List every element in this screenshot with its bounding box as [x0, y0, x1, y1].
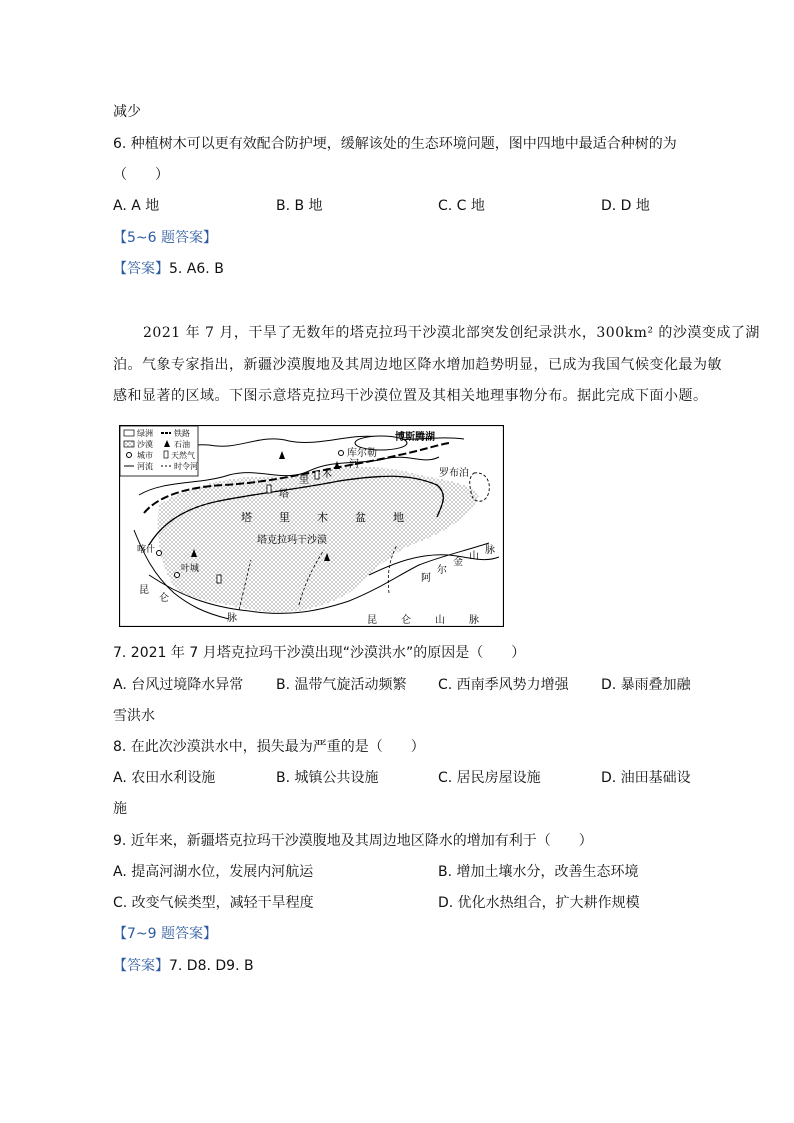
label-altun-3: 金	[453, 557, 463, 568]
label-basin-1: 塔	[241, 511, 252, 524]
label-lop-nur: 罗布泊	[439, 468, 469, 479]
map-legend	[120, 426, 198, 476]
q8-option-d-wrap: 施	[113, 801, 127, 817]
label-yecheng: 叶城	[181, 564, 200, 574]
legend-city: 城市	[137, 451, 153, 460]
legend-oasis: 绿洲	[137, 429, 153, 438]
q8-option-c: C. 居民房屋设施	[438, 770, 541, 786]
passage-line-1: 2021 年 7 月，干旱了无数年的塔克拉玛干沙漠北部突发创纪录洪水，300km² 的沙漠变成了湖	[143, 325, 760, 341]
answer-group-5-6-tag: 【5~6 题答案】	[113, 230, 217, 246]
label-basin-4: 盆	[355, 511, 366, 524]
label-altun-5: 脉	[485, 545, 495, 556]
q9-option-a: A. 提高河湖水位，发展内河航运	[113, 864, 314, 880]
answer-text: 7. D8. D9. B	[169, 958, 254, 974]
gas-marker-1	[267, 485, 271, 493]
q7-option-d-wrap: 雪洪水	[113, 708, 155, 724]
legend-railway: 铁路	[174, 429, 190, 438]
q7-option-c: C. 西南季风势力增强	[438, 677, 569, 693]
q9-option-d: D. 优化水热组合，扩大耕作规模	[438, 895, 640, 911]
label-kunlun-left-2: 仑	[159, 593, 169, 604]
q6-option-b: B. B 地	[276, 198, 323, 214]
label-taklimakan-desert: 塔克拉玛干沙漠	[257, 535, 327, 546]
label-tarim-river-2: 里	[299, 475, 309, 486]
q6-option-d: D. D 地	[601, 198, 650, 214]
legend-oil: 石油	[174, 440, 190, 449]
q8-option-b: B. 城镇公共设施	[276, 770, 379, 786]
label-bosten-lake: 博斯腾湖	[395, 432, 435, 443]
q8-stem: 8. 在此次沙漠洪水中，损失最为严重的是（ ）	[113, 739, 425, 755]
q7-option-d: D. 暴雨叠加融	[601, 677, 691, 693]
q7-stem: 7. 2021 年 7 月塔克拉玛干沙漠出现“沙漠洪水”的原因是（ ）	[113, 645, 526, 661]
gas-marker-3	[217, 575, 221, 583]
label-korla: 库尔勒	[347, 448, 377, 459]
legend-gas: 天然气	[171, 451, 195, 460]
q9-option-c: C. 改变气候类型，减轻干旱程度	[113, 895, 314, 911]
answer-tag: 【答案】	[113, 958, 169, 974]
q6-option-c: C. C 地	[438, 198, 485, 214]
label-altun-2: 尔	[437, 565, 447, 576]
answer-7-9	[113, 956, 254, 976]
q6-stem: 6. 种植树木可以更有效配合防护埂，缓解该处的生态环境问题，图中四地中最适合种树的为	[113, 136, 677, 152]
answer-text: 5. A6. B	[169, 261, 224, 277]
q9-stem: 9. 近年来，新疆塔克拉玛干沙漠腹地及其周边地区降水的增加有利于（ ）	[113, 833, 593, 849]
answer-5-6	[113, 259, 224, 279]
label-basin-3: 木	[317, 511, 328, 524]
label-tarim-river-4: 河	[349, 459, 359, 470]
label-basin-2: 里	[279, 511, 290, 524]
legend-seasonal-river: 时令河	[174, 462, 198, 471]
q7-option-b: B. 温带气旋活动频繁	[276, 677, 407, 693]
label-kunlun-bottom-3: 仑	[401, 615, 411, 626]
label-kunlun-left-1: 昆	[139, 585, 149, 596]
q8-option-a: A. 农田水利设施	[113, 770, 216, 786]
q8-option-d: D. 油田基础设	[601, 770, 691, 786]
city-korla	[339, 451, 344, 456]
taklimakan-map	[119, 425, 504, 627]
q7-option-a: A. 台风过境降水异常	[113, 677, 244, 693]
city-kashi	[157, 551, 162, 556]
passage-line-2: 泊。气象专家指出，新疆沙漠腹地及其周边地区降水增加趋势明显，已成为我国气候变化最为敏	[113, 357, 722, 373]
label-kunlun-bottom-2: 昆	[367, 615, 377, 626]
q5-tail-text: 减少	[113, 104, 141, 120]
answer-tag: 【答案】	[113, 261, 169, 277]
legend-desert: 沙漠	[137, 440, 153, 449]
label-kunlun-bottom-4: 山	[435, 615, 445, 626]
label-tarim-river-1: 塔	[279, 489, 289, 500]
q6-paren: （ ）	[113, 167, 169, 183]
label-kunlun-bottom-1: 脉	[227, 613, 237, 624]
city-yecheng	[175, 573, 180, 578]
label-basin-5: 地	[393, 511, 404, 524]
legend-river: 河流	[137, 462, 153, 471]
gas-marker-2	[315, 471, 319, 479]
q9-option-b: B. 增加土壤水分，改善生态环境	[438, 864, 639, 880]
passage-line-3: 感和显著的区域。下图示意塔克拉玛干沙漠位置及其相关地理事物分布。据此完成下面小题。	[113, 388, 708, 404]
q6-option-a: A. A 地	[113, 198, 160, 214]
label-kunlun-bottom-5: 脉	[469, 615, 479, 626]
answer-group-7-9-tag: 【7~9 题答案】	[113, 926, 217, 942]
label-kashi: 喀什	[137, 545, 156, 555]
label-tarim-river-3: 木	[322, 469, 332, 480]
label-altun-1: 阿	[421, 573, 431, 584]
label-altun-4: 山	[469, 551, 479, 562]
